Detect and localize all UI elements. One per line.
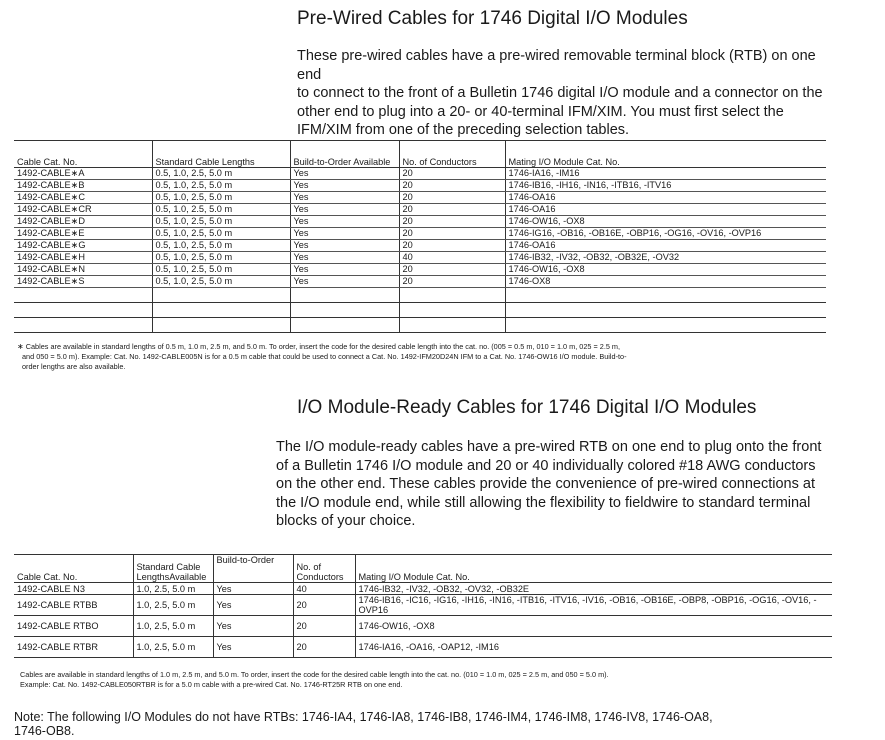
empty-cell: [152, 303, 290, 318]
col-header: Mating I/O Module Cat. No.: [505, 141, 826, 168]
note: [14, 710, 713, 738]
table-cell: 1746-OA16: [505, 240, 826, 252]
table-cell: 1746-IB16, -IC16, -IG16, -IH16, -IN16, -ITB16, -ITV16, -IV16, -OB16, -OB16E, -OBP8, -OBP16, -OG16, -OV16, -OVP16: [355, 595, 832, 616]
table-cell: 0.5, 1.0, 2.5, 5.0 m: [152, 204, 290, 216]
empty-row: [14, 318, 826, 333]
table-body: [14, 168, 826, 333]
table-cell: 20: [293, 616, 355, 637]
table-cell: 20: [399, 264, 505, 276]
table-cell: 1.0, 2.5, 5.0 m: [133, 616, 213, 637]
col-header: No. of Conductors: [293, 555, 355, 583]
table-cell: 1492-CABLE∗N: [14, 264, 152, 276]
table-row: [14, 583, 832, 595]
para-line: to connect to the front of a Bulletin 1746 digital I/O module and a connector on the: [297, 85, 823, 101]
table-cell: 1746-IB32, -IV32, -OB32, -OB32E, -OV32: [505, 252, 826, 264]
table-row: [14, 276, 826, 288]
table-cell: 1746-OA16: [505, 192, 826, 204]
table-cell: Yes: [290, 180, 399, 192]
section2-title: I/O Module-Ready Cables for 1746 Digital I/O Modules: [297, 397, 757, 418]
col-header: Standard Cable Lengths: [136, 562, 201, 582]
table-cell: 0.5, 1.0, 2.5, 5.0 m: [152, 168, 290, 180]
table-cell: 0.5, 1.0, 2.5, 5.0 m: [152, 240, 290, 252]
footnote-line: and 050 = 5.0 m). Example: Cat. No. 1492-CABLE005N is for a 0.5 m cable that could be used to connect a Cat. No. 1492-IFM20D24N IFM to a Cat. No. 1746-OW16 I/O module. Build-to-: [22, 352, 627, 361]
table-cell: 40: [399, 252, 505, 264]
empty-cell: [14, 318, 152, 333]
table-cell: 1746-OW16, -OX8: [505, 264, 826, 276]
table-cell: 1746-OX8: [505, 276, 826, 288]
empty-cell: [14, 288, 152, 303]
table-cell: 1492-CABLE∗D: [14, 216, 152, 228]
footnote-line: Cables are available in standard lengths of 0.5 m, 1.0 m, 2.5 m, and 5.0 m. To order, insert the code for the desired cable length into the cat. no. (005 = 0.5 m, 010 = 1.0 m, 025 = 2.5 m,: [25, 342, 621, 351]
table-cell: 1492-CABLE∗H: [14, 252, 152, 264]
col-header: Build-to-Order: [213, 555, 293, 583]
table-row: [14, 240, 826, 252]
table-row: [14, 204, 826, 216]
empty-row: [14, 288, 826, 303]
table-cell: 20: [399, 180, 505, 192]
col-header: Available: [169, 572, 207, 582]
table-cell: 0.5, 1.0, 2.5, 5.0 m: [152, 180, 290, 192]
table-row: [14, 180, 826, 192]
table-row: [14, 264, 826, 276]
table-row: [14, 637, 832, 658]
col-header: Cable Cat. No.: [14, 555, 133, 583]
table-cell: Yes: [290, 276, 399, 288]
table-cell: Yes: [213, 637, 293, 658]
table-cell: 1492-CABLE∗G: [14, 240, 152, 252]
footnote-line: order lengths are also available.: [22, 362, 126, 371]
table-cell: 1746-OA16: [505, 204, 826, 216]
table-cell: 1492-CABLE∗A: [14, 168, 152, 180]
pre-wired-cables-table: [14, 140, 826, 333]
table-cell: 20: [399, 192, 505, 204]
table-row: [14, 252, 826, 264]
table-cell: 1.0, 2.5, 5.0 m: [133, 637, 213, 658]
table-cell: 20: [293, 595, 355, 616]
table-cell: 1746-OW16, -OX8: [505, 216, 826, 228]
footnote-line: Cables are available in standard lengths of 1.0 m, 2.5 m, and 5.0 m. To order, insert the code for the desired cable length into the cat. no. (010 = 1.0 m, 025 = 2.5 m, and 050 = 5.0 m).: [20, 670, 609, 679]
table-cell: 0.5, 1.0, 2.5, 5.0 m: [152, 192, 290, 204]
table-cell: 0.5, 1.0, 2.5, 5.0 m: [152, 216, 290, 228]
footnote-line: Example: Cat. No. 1492-CABLE050RTBR is for a 5.0 m cable with a pre-wired Cat. No. 1746-RT25R RTB on one end.: [20, 680, 403, 689]
empty-cell: [290, 303, 399, 318]
para-line: the I/O module end, while still allowing the flexibility to fieldwire to standard terminal: [276, 494, 811, 511]
col-header: Mating I/O Module Cat. No.: [355, 555, 832, 583]
table-cell: 20: [399, 276, 505, 288]
table-cell: 1.0, 2.5, 5.0 m: [133, 595, 213, 616]
section2-footnote: [20, 670, 609, 690]
table-cell: 20: [399, 228, 505, 240]
col-header: [133, 555, 213, 583]
table-header-row: [14, 141, 826, 168]
table-cell: Yes: [213, 616, 293, 637]
table-cell: 1746-OW16, -OX8: [355, 616, 832, 637]
table-cell: 1492-CABLE∗B: [14, 180, 152, 192]
table-row: [14, 616, 832, 637]
module-ready-cables-table: [14, 554, 832, 658]
section2-paragraph: [276, 438, 821, 531]
table-cell: 1492-CABLE RTBO: [14, 616, 133, 637]
table-cell: 0.5, 1.0, 2.5, 5.0 m: [152, 252, 290, 264]
table-body: [14, 583, 832, 658]
table-cell: 20: [399, 204, 505, 216]
table-cell: 20: [399, 216, 505, 228]
empty-cell: [505, 303, 826, 318]
empty-row: [14, 303, 826, 318]
table-cell: 0.5, 1.0, 2.5, 5.0 m: [152, 264, 290, 276]
table-cell: 0.5, 1.0, 2.5, 5.0 m: [152, 228, 290, 240]
para-line: These pre-wired cables have a pre-wired removable terminal block (RTB) on one: [297, 48, 816, 64]
para-line: of a Bulletin 1746 I/O module and 20 or 40 individually colored #18 AWG conductors: [276, 457, 816, 474]
empty-cell: [290, 288, 399, 303]
table-cell: 1492-CABLE∗CR: [14, 204, 152, 216]
empty-cell: [152, 318, 290, 333]
empty-cell: [505, 288, 826, 303]
para-line: IFM/XIM from one of the preceding selection tables.: [297, 122, 630, 138]
para-line: blocks of your choice.: [276, 513, 416, 529]
table-cell: 20: [293, 637, 355, 658]
para-line: The I/O module-ready cables have a pre-wired RTB on one end to plug onto the front: [276, 439, 822, 455]
table-row: [14, 228, 826, 240]
table-cell: 1746-IB16, -IH16, -IN16, -ITB16, -ITV16: [505, 180, 826, 192]
table-cell: 1492-CABLE∗E: [14, 228, 152, 240]
table-cell: 1746-IA16, -IM16: [505, 168, 826, 180]
table-cell: 1746-IG16, -OB16, -OB16E, -OBP16, -OG16, -OV16, -OVP16: [505, 228, 826, 240]
table-cell: Yes: [213, 595, 293, 616]
table-cell: Yes: [290, 264, 399, 276]
table-header-row: [14, 555, 832, 583]
table-cell: 1492-CABLE∗C: [14, 192, 152, 204]
table-cell: Yes: [290, 240, 399, 252]
empty-cell: [290, 318, 399, 333]
table-cell: Yes: [290, 192, 399, 204]
para-line: other end to plug into a 20- or 40-terminal IFM/XIM. You must first select the: [297, 103, 784, 120]
empty-cell: [399, 288, 505, 303]
para-line: end: [297, 66, 322, 83]
table-cell: 40: [293, 583, 355, 595]
note-line: 1746-OB8.: [14, 724, 75, 738]
table-cell: Yes: [213, 583, 293, 595]
table-cell: Yes: [290, 252, 399, 264]
table-cell: Yes: [290, 204, 399, 216]
table-row: [14, 192, 826, 204]
section1-title: Pre-Wired Cables for 1746 Digital I/O Modules: [297, 8, 688, 29]
col-header: No. of Conductors: [399, 141, 505, 168]
empty-cell: [505, 318, 826, 333]
table-cell: 1492-CABLE∗S: [14, 276, 152, 288]
table-row: [14, 216, 826, 228]
section1-footnote: [17, 342, 717, 372]
footnote-symbol: ∗: [17, 342, 24, 351]
empty-cell: [152, 288, 290, 303]
col-header: Standard Cable Lengths: [152, 141, 290, 168]
table-row: [14, 168, 826, 180]
table-cell: 1492-CABLE N3: [14, 583, 133, 595]
empty-cell: [14, 303, 152, 318]
col-header: Cable Cat. No.: [14, 141, 152, 168]
table-cell: 20: [399, 168, 505, 180]
empty-cell: [399, 303, 505, 318]
col-header: Build-to-Order Available: [290, 141, 399, 168]
note-line: Note: The following I/O Modules do not have RTBs: 1746-IA4, 1746-IA8, 1746-IB8, 1746-IM4, 1746-IM8, 1746-IV8, 1746-OA8,: [14, 710, 713, 724]
table-row: [14, 595, 832, 616]
empty-cell: [399, 318, 505, 333]
table-cell: 1.0, 2.5, 5.0 m: [133, 583, 213, 595]
table-cell: 1746-IB32, -IV32, -OB32, -OV32, -OB32E: [355, 583, 832, 595]
table-cell: 1492-CABLE RTBR: [14, 637, 133, 658]
table-cell: Yes: [290, 228, 399, 240]
table-cell: 0.5, 1.0, 2.5, 5.0 m: [152, 276, 290, 288]
table-cell: Yes: [290, 216, 399, 228]
para-line: on the other end. These cables provide the convenience of pre-wired connections at: [276, 476, 815, 492]
section1-paragraph: [297, 47, 823, 140]
table-cell: 1492-CABLE RTBB: [14, 595, 133, 616]
table-cell: Yes: [290, 168, 399, 180]
table-cell: 20: [399, 240, 505, 252]
table-cell: 1746-IA16, -OA16, -OAP12, -IM16: [355, 637, 832, 658]
